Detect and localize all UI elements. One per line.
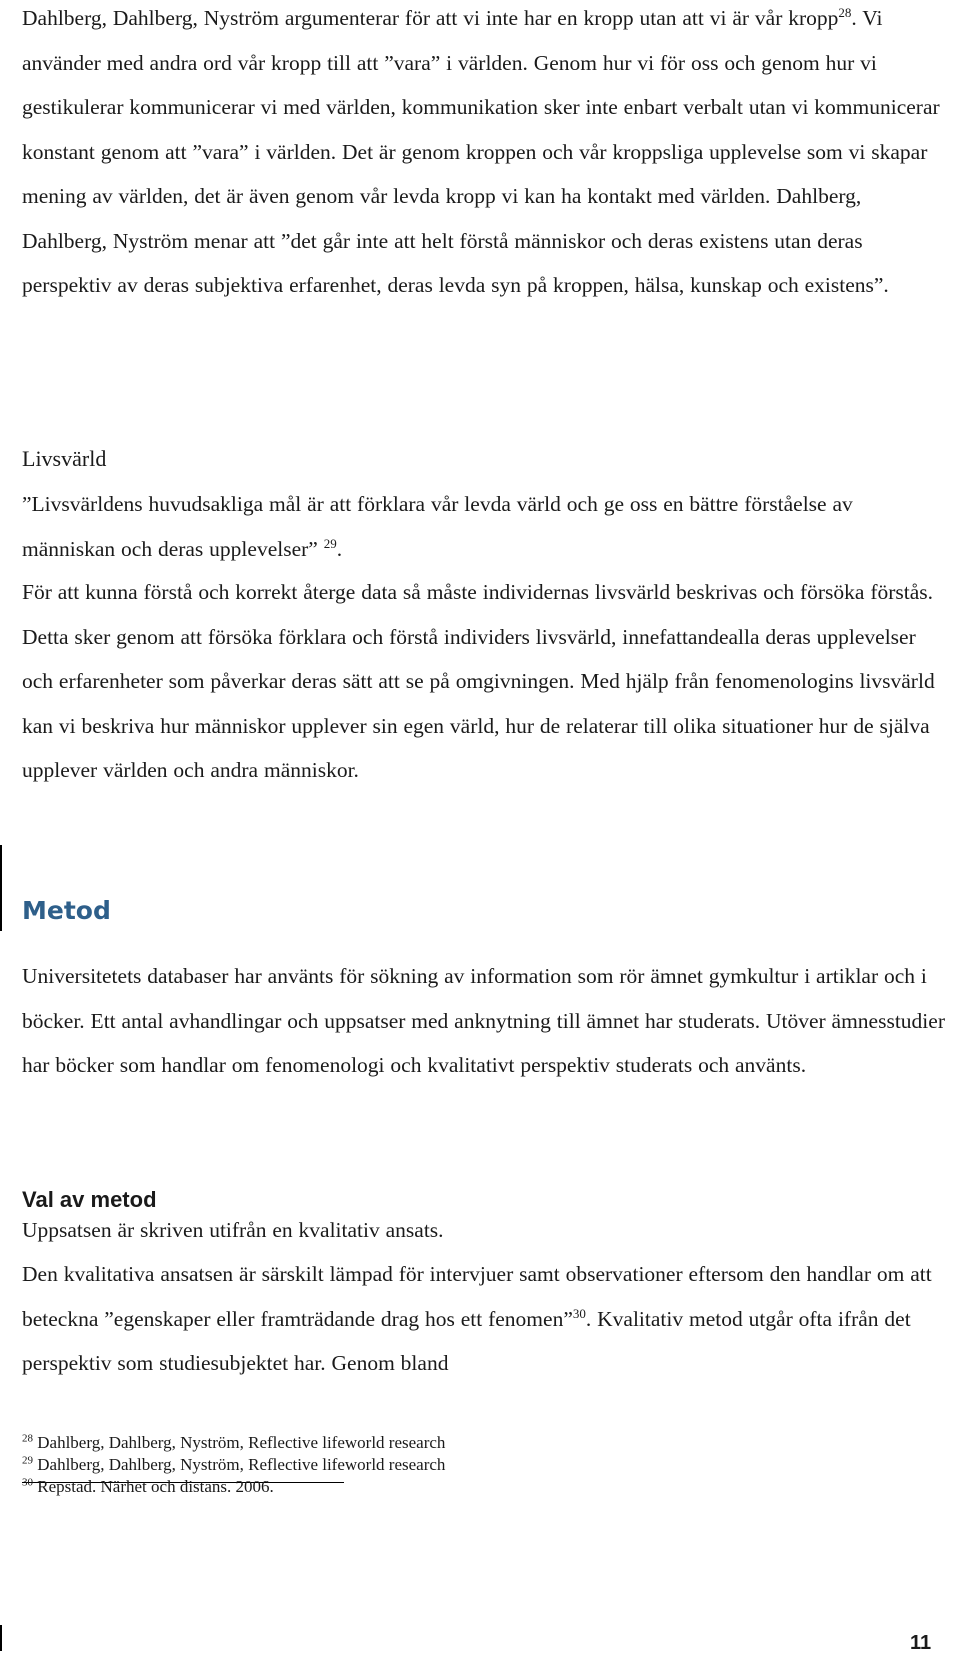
change-bar — [0, 845, 2, 931]
livsvarld-heading: Livsvärld — [22, 446, 107, 471]
metod-body: Universitetets databaser har använts för sökning av information som rör ämnet gymkultur i artiklar och i böcker. Ett antal avhandlingar och uppsatser med anknytning till ämnet har studerats. Utöver ämnesstudier har böcker som handlar om fenomenologi och kvalitativt perspektiv studerats och använts. — [22, 964, 945, 1077]
intro-text-2: . Vi använder med andra ord vår kropp till att ”vara” i världen. Genom hur vi för oss och genom hur vi gestikulerar kommunicerar vi med världen, kommunikation sker inte enbart verbalt utan vi kommunicerar konstant genom att ”vara” i världen. Det är genom kroppen och vår kroppsliga upplevelse som vi skapar mening av världen, det är även genom vår levda kropp vi kan ha kontakt med världen. Dahlberg, Dahlberg, Nyström menar att ”det går inte att helt förstå människor och deras existens utan deras perspektiv av deras subjektiva erfarenhet, deras levda syn på kroppen, hälsa, kunskap och existens”. — [22, 6, 940, 297]
metod-heading: Metod — [22, 896, 111, 925]
footnote-text: Dahlberg, Dahlberg, Nyström, Reflective lifeworld research — [33, 1455, 446, 1474]
footnote-text: Repstad. Närhet och distans. 2006. — [33, 1477, 274, 1496]
footnote-text: Dahlberg, Dahlberg, Nyström, Reflective lifeworld research — [33, 1433, 446, 1452]
val-text-1: Den kvalitativa ansatsen är särskilt lämpad för intervjuer samt observationer eftersom den handlar om att beteckna ”egenskaper eller framträdande drag hos ett fenomen” — [22, 1262, 932, 1331]
val-paragraph — [22, 1252, 947, 1386]
livsvarld-quote-end: . — [336, 536, 343, 561]
footnote-ref-29[interactable]: 29 — [323, 535, 337, 551]
footnote-30 — [22, 1476, 274, 1498]
livsvarld-body: För att kunna förstå och korrekt återge data så måste individernas livsvärld beskrivas och försöka förstås. Detta sker genom att försöka förklara och förstå individers livsvärld, innefattandealla deras upplevelser och erfarenheter som påverkar deras sätt att se på omgivningen. Med hjälp från fenomenologins livsvärld kan vi beskriva hur människor upplever sin egen värld, hur de relaterar till olika situationer hur de själva upplever världen och andra människor. — [22, 580, 935, 782]
footnote-num: 28 — [22, 1432, 33, 1445]
footnote-29 — [22, 1454, 445, 1476]
footnote-num: 29 — [22, 1454, 33, 1467]
val-av-metod-heading: Val av metod — [22, 1187, 157, 1212]
footnote-ref-28[interactable]: 28 — [838, 4, 852, 20]
footnote-28 — [22, 1432, 445, 1454]
livsvarld-quote-text: ”Livsvärldens huvudsakliga mål är att förklara vår levda värld och ge oss en bättre förståelse av människan och deras upplevelser” — [22, 492, 853, 561]
footnote-ref-30[interactable]: 30 — [572, 1305, 586, 1321]
footnote-num: 30 — [22, 1476, 33, 1489]
livsvarld-quote — [22, 482, 947, 571]
val-line-1: Uppsatsen är skriven utifrån en kvalitativ ansats. — [22, 1218, 444, 1242]
intro-text-1: Dahlberg, Dahlberg, Nyström argumenterar för att vi inte har en kropp utan att vi är vår kropp — [22, 6, 839, 30]
intro-paragraph — [22, 0, 947, 308]
val-text-2: . Kvalitativ metod utgår ofta ifrån det perspektiv som studiesubjektet har. Genom bland — [22, 1306, 911, 1375]
change-bar-bottom — [0, 1625, 2, 1651]
page-number: 11 — [910, 1632, 932, 1654]
